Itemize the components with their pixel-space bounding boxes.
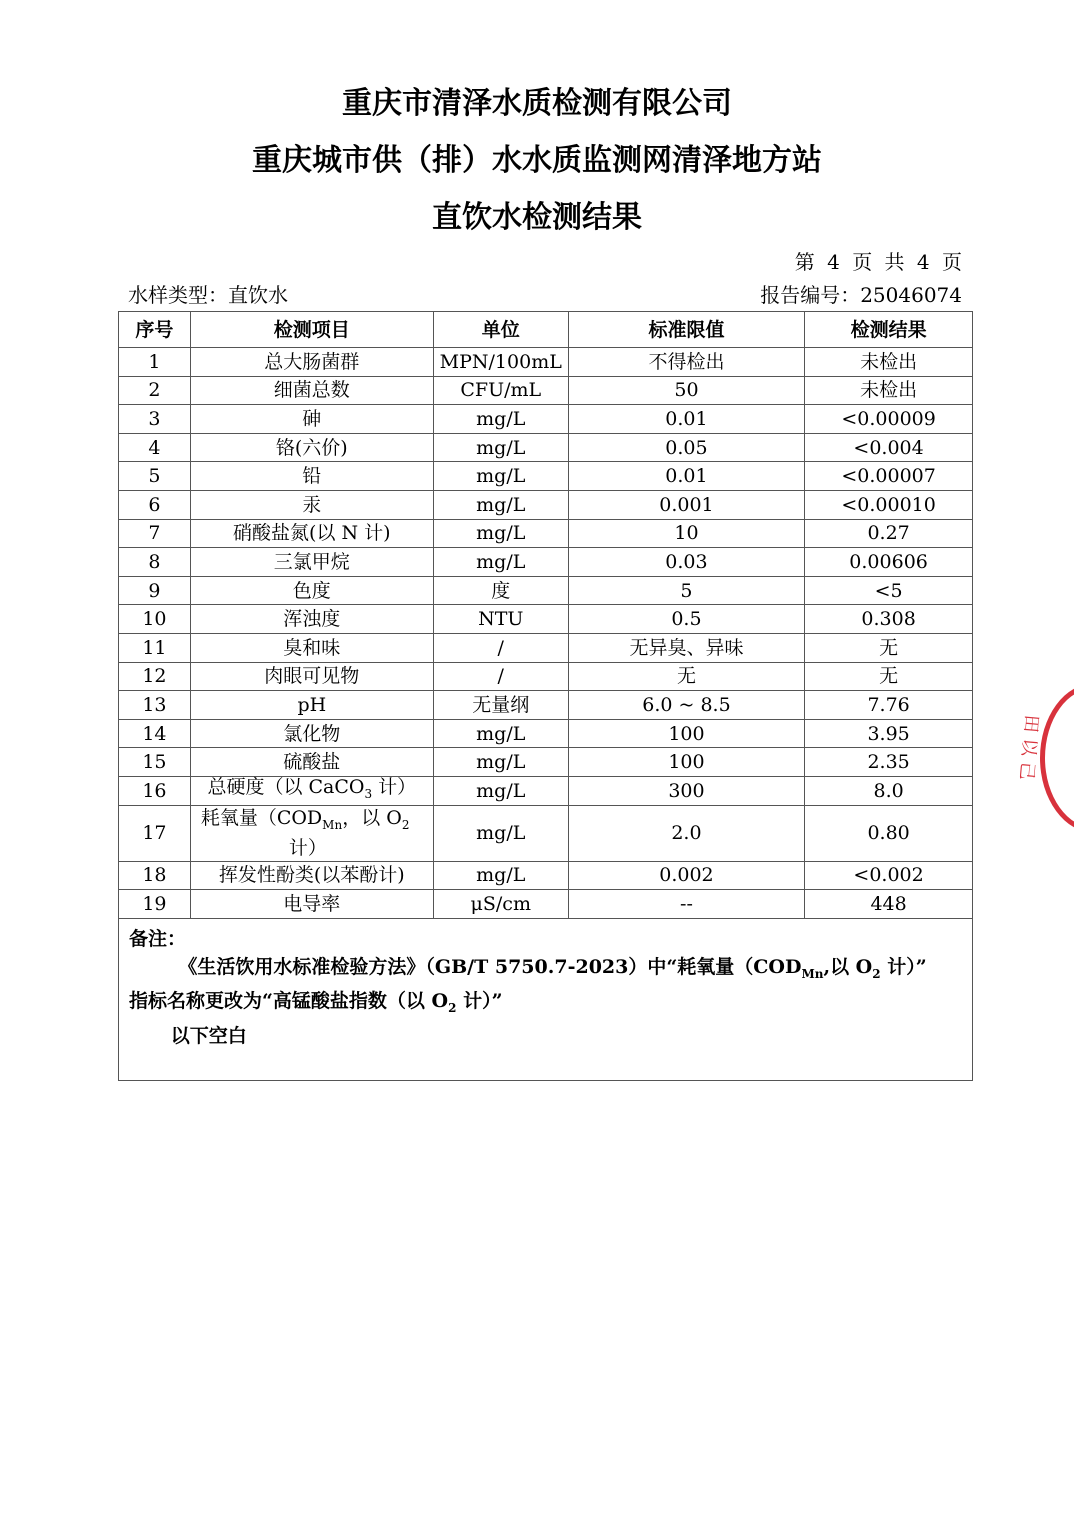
- table-row: [119, 719, 973, 748]
- cell-unit: NTU: [433, 605, 568, 634]
- cell-no: 15: [119, 748, 191, 777]
- cell-result: <0.00009: [805, 405, 973, 434]
- cell-no: 9: [119, 576, 191, 605]
- table-row: [119, 519, 973, 548]
- notes-text: ,以 O: [823, 955, 873, 978]
- cell-item: 硫酸盐: [190, 748, 433, 777]
- table-row: [119, 405, 973, 434]
- cell-no: 11: [119, 633, 191, 662]
- header-limit: 标准限值: [568, 312, 804, 348]
- table-row: [119, 605, 973, 634]
- cell-unit: CFU/mL: [433, 376, 568, 405]
- cell-no: 10: [119, 605, 191, 634]
- cell-unit: /: [433, 633, 568, 662]
- table-row: [119, 348, 973, 377]
- notes-row: [119, 918, 973, 1081]
- notes-heading: 备注：: [129, 927, 187, 950]
- cell-limit: 0.01: [568, 405, 804, 434]
- cell-unit: 度: [433, 576, 568, 605]
- cell-limit: 100: [568, 719, 804, 748]
- table-row: [119, 433, 973, 462]
- seal-lettering: 田 以 己: [1015, 713, 1043, 781]
- cell-no: 1: [119, 348, 191, 377]
- cell-item: 色度: [190, 576, 433, 605]
- company-name: 重庆市清泽水质检测有限公司: [342, 86, 732, 121]
- item-subscript: 3: [364, 787, 373, 802]
- item-text: ，以 O: [342, 806, 402, 829]
- header-result: 检测结果: [805, 312, 973, 348]
- cell-item: [190, 805, 433, 861]
- item-subscript: Mn: [322, 817, 343, 832]
- cell-no: 19: [119, 890, 191, 919]
- table-row: [119, 662, 973, 691]
- item-text: 总硬度（以 CaCO: [207, 776, 365, 799]
- table-row: [119, 805, 973, 861]
- cell-unit: mg/L: [433, 548, 568, 577]
- cell-limit: 50: [568, 376, 804, 405]
- cell-unit: /: [433, 662, 568, 691]
- official-seal: [1040, 683, 1074, 833]
- cell-result: 0.80: [805, 805, 973, 861]
- table-row: [119, 776, 973, 805]
- table-row: [119, 861, 973, 890]
- sample-type: 水样类型：直饮水: [128, 283, 288, 307]
- table-row: [119, 462, 973, 491]
- cell-unit: mg/L: [433, 405, 568, 434]
- cell-result: 0.308: [805, 605, 973, 634]
- header-no: 序号: [119, 312, 191, 348]
- cell-unit: mg/L: [433, 776, 568, 805]
- cell-unit: mg/L: [433, 719, 568, 748]
- cell-unit: mg/L: [433, 433, 568, 462]
- cell-result: 2.35: [805, 748, 973, 777]
- notes-text: 《生活饮用水标准检验方法》（GB/T 5750.7-2023）中“耗氧量（COD: [178, 955, 802, 978]
- cell-unit: mg/L: [433, 861, 568, 890]
- cell-result: 0.00606: [805, 548, 973, 577]
- notes-text: 计）”: [456, 990, 503, 1013]
- item-text: 耗氧量（COD: [200, 806, 323, 829]
- cell-item: 砷: [190, 405, 433, 434]
- cell-item: 臭和味: [190, 633, 433, 662]
- cell-result: <0.00010: [805, 490, 973, 519]
- notes-text: 指标名称更改为“高锰酸盐指数（以 O: [129, 990, 449, 1013]
- table-row: [119, 633, 973, 662]
- header-unit: 单位: [433, 312, 568, 348]
- cell-item: pH: [190, 691, 433, 720]
- notes-line-1: [129, 953, 962, 988]
- cell-unit: μS/cm: [433, 890, 568, 919]
- cell-limit: 无异臭、异味: [568, 633, 804, 662]
- cell-limit: 100: [568, 748, 804, 777]
- table-row: [119, 548, 973, 577]
- notes-line-2: [129, 987, 962, 1022]
- cell-limit: 10: [568, 519, 804, 548]
- page-number: 第 4 页 共 4 页: [794, 250, 962, 274]
- cell-item: 总大肠菌群: [190, 348, 433, 377]
- cell-limit: 0.001: [568, 490, 804, 519]
- cell-limit: 0.5: [568, 605, 804, 634]
- cell-no: 17: [119, 805, 191, 861]
- cell-item: 浑浊度: [190, 605, 433, 634]
- cell-limit: 无: [568, 662, 804, 691]
- cell-no: 8: [119, 548, 191, 577]
- report-number: 报告编号：25046074: [760, 283, 962, 307]
- table-row: [119, 576, 973, 605]
- cell-no: 14: [119, 719, 191, 748]
- cell-limit: 6.0 ~ 8.5: [568, 691, 804, 720]
- cell-no: 5: [119, 462, 191, 491]
- cell-result: 无: [805, 662, 973, 691]
- cell-limit: 0.05: [568, 433, 804, 462]
- cell-unit: mg/L: [433, 490, 568, 519]
- cell-no: 13: [119, 691, 191, 720]
- table-row: [119, 490, 973, 519]
- table-row: [119, 376, 973, 405]
- cell-result: 3.95: [805, 719, 973, 748]
- cell-no: 12: [119, 662, 191, 691]
- cell-no: 7: [119, 519, 191, 548]
- cell-item: 挥发性酚类(以苯酚计): [190, 861, 433, 890]
- report-titles: [0, 80, 1074, 251]
- cell-item: 铬(六价): [190, 433, 433, 462]
- results-table: [118, 311, 973, 1081]
- cell-result: 未检出: [805, 348, 973, 377]
- cell-unit: MPN/100mL: [433, 348, 568, 377]
- table-header-row: [119, 312, 973, 348]
- cell-limit: 不得检出: [568, 348, 804, 377]
- cell-no: 2: [119, 376, 191, 405]
- cell-no: 6: [119, 490, 191, 519]
- cell-result: 8.0: [805, 776, 973, 805]
- report-title: 直饮水检测结果: [432, 200, 642, 235]
- cell-result: <0.002: [805, 861, 973, 890]
- cell-item: [190, 776, 433, 805]
- cell-limit: --: [568, 890, 804, 919]
- cell-no: 16: [119, 776, 191, 805]
- notes-subscript: 2: [448, 1001, 457, 1016]
- table-row: [119, 890, 973, 919]
- cell-unit: 无量纲: [433, 691, 568, 720]
- cell-limit: 0.002: [568, 861, 804, 890]
- item-subscript: 2: [401, 817, 410, 832]
- cell-result: <0.00007: [805, 462, 973, 491]
- cell-unit: mg/L: [433, 805, 568, 861]
- cell-limit: 0.03: [568, 548, 804, 577]
- cell-item: 铅: [190, 462, 433, 491]
- cell-item: 细菌总数: [190, 376, 433, 405]
- cell-result: 未检出: [805, 376, 973, 405]
- cell-unit: mg/L: [433, 462, 568, 491]
- cell-limit: 2.0: [568, 805, 804, 861]
- notes-subscript: 2: [872, 966, 881, 981]
- cell-result: <5: [805, 576, 973, 605]
- header-item: 检测项目: [190, 312, 433, 348]
- notes-line-3: 以下空白: [170, 1025, 247, 1048]
- cell-item: 三氯甲烷: [190, 548, 433, 577]
- cell-result: 7.76: [805, 691, 973, 720]
- notes-subscript: Mn: [801, 966, 824, 981]
- cell-item: 肉眼可见物: [190, 662, 433, 691]
- item-wrap: [201, 806, 423, 861]
- cell-result: 448: [805, 890, 973, 919]
- cell-limit: 0.01: [568, 462, 804, 491]
- cell-unit: mg/L: [433, 519, 568, 548]
- cell-no: 18: [119, 861, 191, 890]
- cell-no: 4: [119, 433, 191, 462]
- cell-limit: 300: [568, 776, 804, 805]
- cell-result: <0.004: [805, 433, 973, 462]
- cell-no: 3: [119, 405, 191, 434]
- cell-result: 0.27: [805, 519, 973, 548]
- cell-item: 电导率: [190, 890, 433, 919]
- item-text: 计）: [372, 776, 417, 799]
- cell-item: 汞: [190, 490, 433, 519]
- table-row: [119, 748, 973, 777]
- cell-unit: mg/L: [433, 748, 568, 777]
- table-row: [119, 691, 973, 720]
- cell-item: 硝酸盐氮(以 N 计): [190, 519, 433, 548]
- cell-result: 无: [805, 633, 973, 662]
- notes-cell: [119, 918, 973, 1081]
- item-text: 计）: [288, 837, 327, 860]
- notes-text: 计）”: [880, 955, 927, 978]
- cell-item: 氯化物: [190, 719, 433, 748]
- station-name: 重庆城市供（排）水水质监测网清泽地方站: [252, 143, 822, 178]
- cell-limit: 5: [568, 576, 804, 605]
